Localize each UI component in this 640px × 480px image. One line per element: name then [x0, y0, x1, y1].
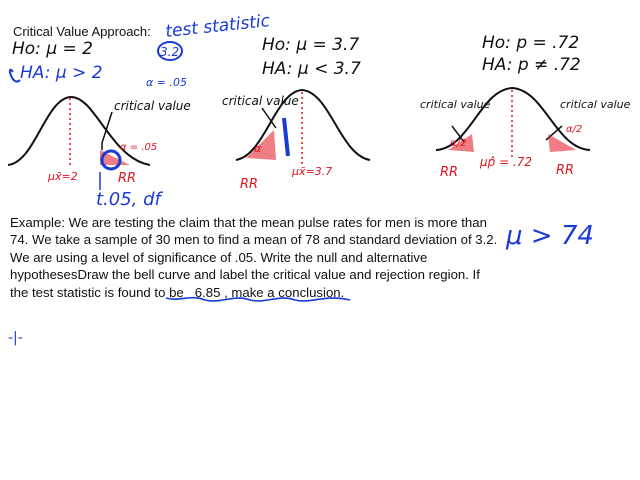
p2-critical-mark	[284, 118, 288, 156]
p3-critical-right: critical value	[560, 98, 631, 111]
p3-critical-left: critical value	[420, 98, 491, 111]
p3-alpha-left: α/2	[450, 138, 467, 149]
example-paragraph	[10, 214, 500, 301]
p1-ha-mark	[10, 70, 20, 82]
p2-critical-label: critical value	[222, 94, 299, 108]
p3-ha: HA: p ≠ .72	[482, 55, 581, 75]
example-text-2: , make a conclusion.	[220, 284, 345, 300]
p3-rr-left: RR	[440, 165, 459, 180]
p2-ha: HA: μ < 3.7	[262, 59, 361, 79]
panel-1	[8, 11, 272, 210]
p3-alpha-right: α/2	[566, 124, 583, 135]
heading: Critical Value Approach:	[13, 24, 151, 39]
p1-critical-label: critical value	[114, 99, 191, 113]
p1-center-label: μx̄=2	[48, 170, 78, 183]
p1-alpha-tail: α = .05	[120, 142, 158, 153]
p3-h0: Ho: p = .72	[482, 33, 580, 53]
p2-rr: RR	[240, 177, 259, 192]
margin-mark: -|-	[8, 330, 23, 346]
p1-ha: HA: μ > 2	[20, 63, 103, 83]
p2-center-label: μx̄=3.7	[292, 165, 333, 178]
example-ts: test statistic is found to be	[32, 284, 184, 300]
p1-t-label: t.05, df	[96, 189, 161, 210]
annot-test-statistic: test statistic	[164, 11, 271, 42]
example-value: 6.85	[194, 284, 221, 300]
example-text-1: Example: We are testing the claim that the mean pulse rates for men is more than 74. We take a sample of 30 men to find a mean of 78 and standard deviation of 3.2. We are using a level of significance of .05. Write the null and alternative hypothesesDraw the bell curve and label the critical value and rejection region. If the	[10, 215, 498, 300]
panel-3	[420, 33, 631, 180]
p3-center-label: μp̂ = .72	[480, 155, 533, 169]
p1-rr: RR	[118, 171, 137, 186]
p3-rr-right: RR	[556, 163, 575, 178]
p1-h0: Ho: μ = 2	[12, 39, 93, 59]
panel-2	[222, 35, 370, 192]
alpha-note: α = .05	[146, 76, 187, 89]
p2-h0: Ho: μ = 3.7	[262, 35, 360, 55]
side-note: μ > 74	[506, 221, 594, 251]
annot-3-2: 3.2	[160, 45, 180, 59]
p2-alpha-tail: α	[254, 142, 262, 155]
